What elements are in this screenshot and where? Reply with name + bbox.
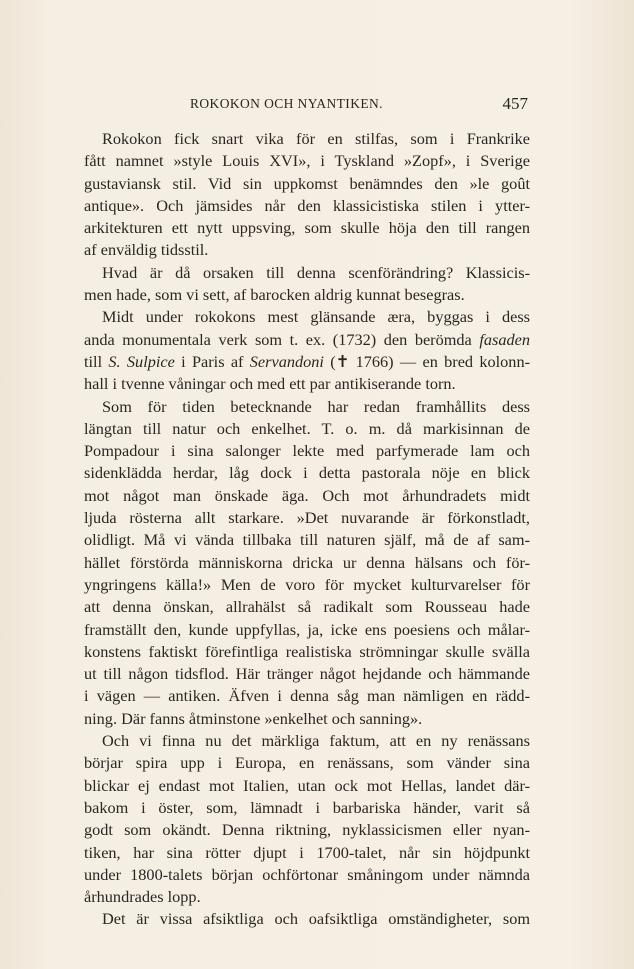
text-line: ning. Där fanns åtminstone »enkelhet och sanning». <box>84 708 423 728</box>
text-line: Pompadour i sina salonger lekte med parfymerade lam och <box>84 441 530 461</box>
text-line: att denna önskan, allrahälst så radikalt som Rousseau hade <box>84 597 530 617</box>
text-line: konstens faktiskt förefintliga realistiska strömningar skulle svälla <box>84 641 530 661</box>
text-line: i vägen — antiken. Äfven i denna såg man nämligen en rädd- <box>84 686 530 706</box>
italic-text: Servandoni <box>249 351 324 371</box>
text-line: antique». Och jämsides når den klassicistiska stilen i ytter- <box>84 195 530 215</box>
text-line: Midt under rokokons mest glänsande æra, byggas i dess <box>102 307 530 327</box>
text-run: till <box>84 351 109 371</box>
text-line <box>84 329 530 351</box>
text-line: Hvad är då orsaken till denna scenförändring? Klassicis- <box>102 262 530 282</box>
text-line: arkitekturen ett nytt uppsving, som skulle höja den till rangen <box>84 218 530 238</box>
italic-text: fasaden <box>479 329 530 349</box>
text-line: århundrades lopp. <box>84 887 201 907</box>
text-line: mot något man önskade äga. Och mot århundradets midt <box>84 485 530 505</box>
text-line: godt som okändt. Denna riktning, nyklassicismen eller nyan- <box>84 820 530 840</box>
text-line: Som för tiden betecknande har redan framhållits dess <box>102 396 530 416</box>
text-line: börjar spira upp i Europa, en renässans, som vänder sina <box>84 753 530 773</box>
text-line: men hade, som vi sett, af barocken aldrig kunnat besegras. <box>84 285 465 305</box>
text-line: olidligt. Må vi vända tillbaka till naturen själf, må de af sam- <box>84 530 530 550</box>
text-run: (✝ 1766) — en bred kolonn- <box>323 351 531 371</box>
text-line: Rokokon fick snart vika för en stilfas, som i Frankrike <box>102 129 530 148</box>
text-line: fått namnet »style Louis XVI», i Tyskland »Zopf», i Sverige <box>84 151 530 171</box>
page-number: 457 <box>502 94 528 113</box>
text-line: bakom i öster, som, lämnadt i barbariska händer, varit så <box>84 797 530 817</box>
text-line: ut till någon tidsflod. Här tränger något hejdande och hämmande <box>84 664 530 684</box>
text-line <box>84 351 530 373</box>
text-line: yngringens källa!» Men de voro för mycket kulturvarelser för <box>84 574 530 594</box>
text-line: blickar ej endast mot Italien, utan ock mot Hellas, landet där- <box>84 775 530 795</box>
text-line: tiken, har sina rötter djupt i 1700-talet, når sin höjdpunkt <box>84 842 530 862</box>
italic-text: S. Sulpice <box>108 351 175 371</box>
text-line: längtan till natur och enkelhet. T. o. m. då markisinnan de <box>84 418 530 438</box>
running-title: ROKOKON OCH NYANTIKEN. <box>190 96 383 111</box>
text-line: ljuda rösterna allt starkare. »Det nuvarande är förkonstladt, <box>84 508 530 528</box>
text-run: i Paris af <box>174 351 250 371</box>
text-line: gustaviansk stil. Vid sin uppkomst benämndes den »le goût <box>84 173 530 193</box>
text-run: anda monumentala verk som t. ex. (1732) den berömda <box>84 329 480 349</box>
body-text <box>84 128 530 931</box>
text-line: hället förstörda människorna dricka ur denna hälsans och för- <box>84 552 530 572</box>
text-line: under 1800-talets början ochförtonar småningom under nämnda <box>84 864 530 884</box>
text-line: Det är vissa afsiktliga och oafsiktliga omständigheter, som <box>102 909 530 929</box>
text-line: hall i tvenne våningar och med ett par antikiserande torn. <box>84 374 456 394</box>
running-header <box>84 94 530 114</box>
text-line: framställt den, kunde uppfyllas, ja, icke ens poesiens och målar- <box>84 619 530 639</box>
text-line: af enväldig tidsstil. <box>84 240 209 260</box>
text-line: sidenklädda herdar, låg dock i detta pastorala nöje en blick <box>84 463 530 483</box>
text-line: Och vi finna nu det märkliga faktum, att en ny renässans <box>102 731 530 751</box>
